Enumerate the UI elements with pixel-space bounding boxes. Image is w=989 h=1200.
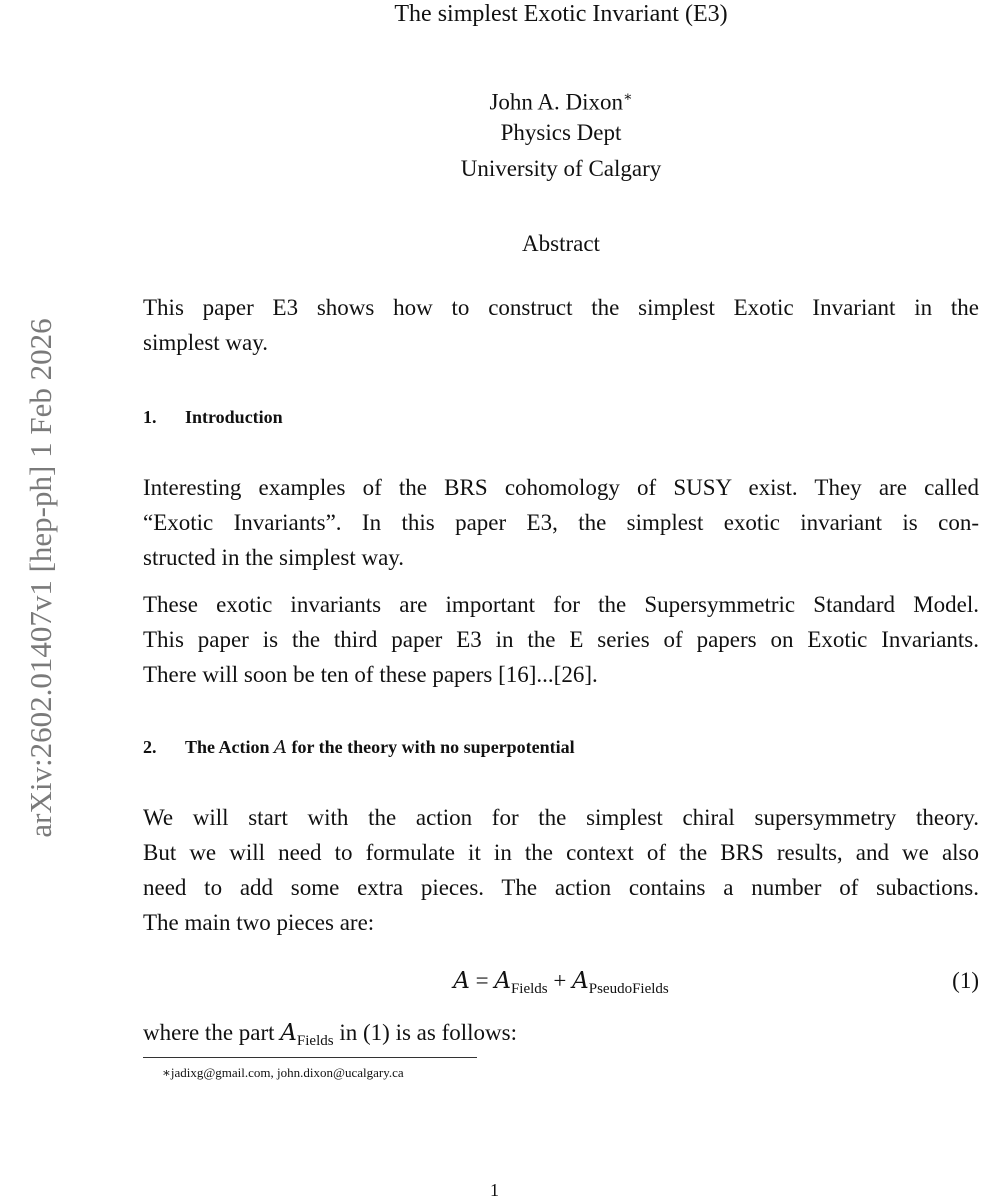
subscript: Fields xyxy=(510,981,548,997)
text-line: structed in the simplest way. xyxy=(143,545,405,570)
abstract-text xyxy=(143,290,979,360)
section-heading-introduction xyxy=(143,407,283,428)
paragraph xyxy=(143,1015,979,1051)
section-title: Introduction xyxy=(185,407,283,427)
section-heading-action xyxy=(143,737,575,758)
text: where the part xyxy=(143,1020,281,1045)
math-symbol: A xyxy=(494,968,511,994)
text-line: “Exotic Invariants”. In this paper E3, the simplest exotic invariant is con- xyxy=(143,510,979,535)
section-title: for the theory with no superpotential xyxy=(287,737,575,757)
section-number: 2. xyxy=(143,737,157,757)
paragraph xyxy=(143,800,979,940)
author-name xyxy=(143,80,979,120)
abstract-heading: Abstract xyxy=(522,231,600,256)
plus-sign: + xyxy=(547,968,573,993)
math-symbol: A xyxy=(453,968,470,994)
subscript: PseudoFields xyxy=(588,981,669,997)
text-line: These exotic invariants are important for the Supersymmetric Standard Model. xyxy=(143,592,979,617)
text: in (1) is as follows: xyxy=(333,1020,517,1045)
footnote-rule xyxy=(143,1057,477,1058)
text-line: But we will need to formulate it in the context of the BRS results, and we also xyxy=(143,840,979,865)
footnote-mark: ∗ xyxy=(623,90,633,105)
paragraph xyxy=(143,470,979,575)
footnote: ∗jadixg@gmail.com, john.dixon@ucalgary.ca xyxy=(162,1065,404,1080)
page-number: 1 xyxy=(490,1180,499,1200)
text-line: This paper E3 shows how to construct the simplest Exotic Invariant in the xyxy=(143,295,979,320)
author-dept: Physics Dept xyxy=(500,120,622,145)
text-line: This paper is the third paper E3 in the E series of papers on Exotic Invariants. xyxy=(143,627,979,652)
text-line: need to add some extra pieces. The action contains a number of subactions. xyxy=(143,875,979,900)
arxiv-stamp: arXiv:2602.01407v1 [hep-ph] 1 Feb 2026 xyxy=(23,318,58,838)
equation-number: (1) xyxy=(952,968,979,993)
text-line: There will soon be ten of these papers [16]...[26]. xyxy=(143,662,598,687)
author-affiliation: University of Calgary xyxy=(460,156,662,181)
subscript: Fields xyxy=(296,1033,334,1049)
equation-body xyxy=(423,963,699,999)
equals-sign: = xyxy=(469,968,495,993)
text-line: We will start with the action for the simplest chiral supersymmetry theory. xyxy=(143,805,979,830)
math-symbol: A xyxy=(572,968,589,994)
text-line: simplest way. xyxy=(143,330,268,355)
author-name-text: John A. Dixon xyxy=(489,89,624,115)
math-symbol: A xyxy=(280,1020,297,1046)
paragraph xyxy=(143,587,979,692)
math-symbol: A xyxy=(274,737,288,758)
paper-title: The simplest Exotic Invariant (E3) xyxy=(394,1,728,27)
section-title: The Action xyxy=(185,737,275,757)
section-number: 1. xyxy=(143,407,157,427)
text-line: Interesting examples of the BRS cohomology of SUSY exist. They are called xyxy=(143,475,979,500)
text-line: The main two pieces are: xyxy=(143,910,375,935)
